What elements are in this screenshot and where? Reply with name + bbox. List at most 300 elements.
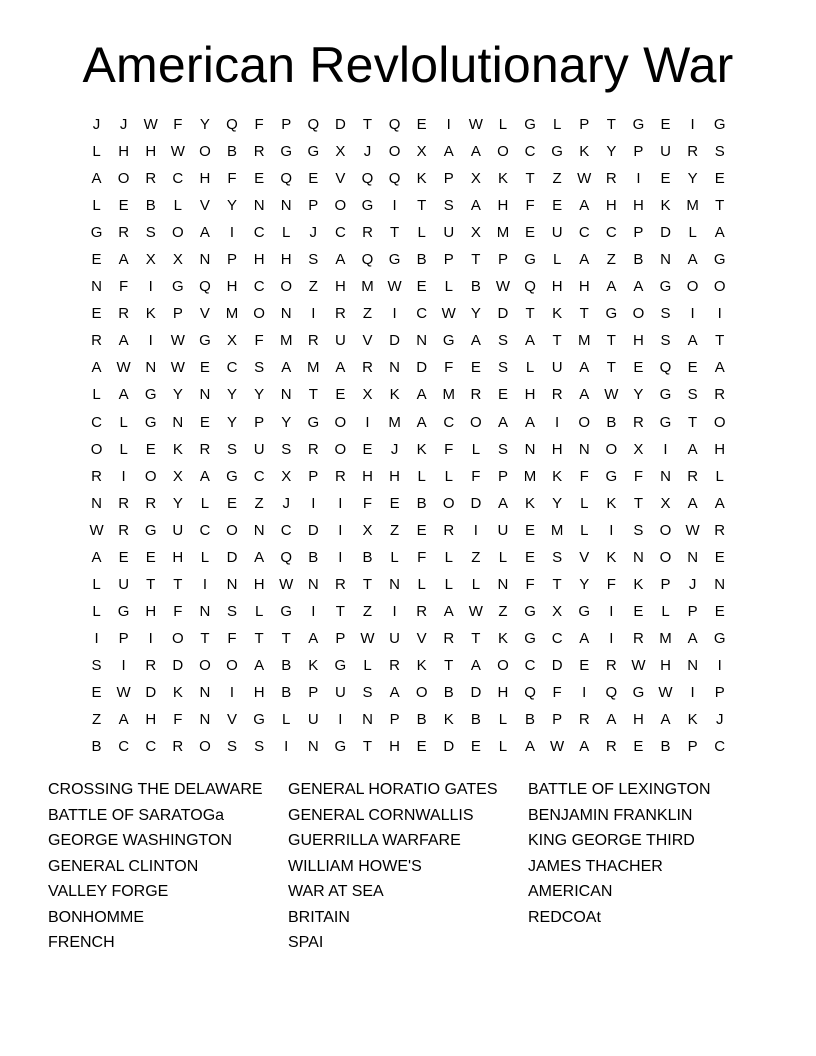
grid-letter: R — [416, 602, 428, 620]
grid-letter: A — [199, 224, 210, 242]
grid-letter: E — [714, 548, 725, 566]
grid-letter: X — [470, 170, 481, 188]
grid-letter: Y — [606, 143, 617, 161]
grid-letter: P — [308, 684, 319, 701]
grid-letter: T — [715, 197, 725, 215]
grid-letter: Y — [470, 305, 481, 323]
grid-letter: A — [470, 656, 481, 674]
grid-letter: L — [580, 494, 589, 512]
grid-letter: A — [470, 143, 481, 161]
grid-letter: N — [91, 278, 102, 296]
grid-letter: G — [361, 197, 374, 215]
grid-letter: G — [280, 143, 293, 161]
grid-letter: R — [470, 386, 482, 404]
grid-letter: O — [334, 197, 347, 215]
grid-letter: Y — [172, 494, 183, 512]
grid-letter: H — [633, 197, 644, 215]
grid-letter: O — [144, 467, 157, 485]
grid-letter: B — [91, 738, 102, 756]
grid-letter: S — [443, 197, 454, 215]
grid-letter: K — [660, 197, 671, 215]
word-list-item: BATTLE OF LEXINGTON — [528, 781, 711, 798]
grid-letter: I — [392, 197, 397, 215]
grid-letter: R — [362, 224, 373, 242]
grid-letter: E — [145, 440, 156, 458]
grid-letter: N — [199, 386, 211, 404]
grid-letter: C — [605, 224, 617, 242]
grid-letter: A — [497, 413, 508, 431]
grid-letter: G — [713, 629, 726, 647]
grid-letter: P — [281, 116, 292, 134]
grid-letter: A — [443, 143, 454, 161]
grid-letter: O — [334, 413, 347, 431]
grid-letter: R — [145, 656, 157, 674]
grid-letter: H — [172, 548, 184, 566]
grid-letter: N — [253, 521, 265, 539]
grid-letter: G — [226, 467, 238, 485]
grid-letter: Y — [579, 575, 590, 593]
grid-letter: M — [307, 359, 320, 377]
grid-letter: C — [253, 467, 265, 485]
grid-letter: U — [497, 521, 509, 539]
grid-letter: E — [470, 738, 481, 756]
grid-row — [83, 354, 733, 381]
grid-letter: L — [92, 143, 101, 161]
grid-letter: G — [632, 684, 645, 701]
grid-letter: O — [280, 278, 293, 296]
grid-letter: F — [227, 170, 237, 188]
grid-letter: R — [389, 656, 400, 674]
grid-letter: B — [633, 251, 644, 269]
grid-letter: W — [441, 305, 456, 323]
grid-letter: B — [308, 548, 319, 566]
grid-letter: E — [714, 602, 725, 620]
grid-letter: Z — [362, 602, 373, 620]
grid-letter: N — [524, 440, 536, 458]
grid-letter: G — [171, 278, 184, 296]
grid-letter: H — [660, 656, 671, 674]
grid-letter: N — [280, 305, 292, 323]
grid-letter: M — [225, 305, 239, 323]
grid-letter: U — [389, 629, 400, 647]
grid-letter: S — [281, 440, 292, 458]
grid-letter: O — [497, 143, 509, 161]
grid-letter: A — [579, 386, 590, 404]
grid-letter: K — [687, 711, 698, 729]
grid-letter: A — [525, 332, 536, 350]
grid-letter: O — [713, 413, 726, 431]
grid-letter: G — [632, 116, 645, 134]
grid-letter: I — [148, 332, 153, 350]
grid-letter: H — [253, 684, 265, 701]
grid-letter: O — [226, 521, 238, 539]
grid-row — [83, 381, 733, 408]
grid-letter: A — [579, 251, 590, 269]
grid-letter: H — [551, 440, 563, 458]
grid-letter: U — [118, 575, 130, 593]
grid-letter: G — [144, 413, 157, 431]
grid-letter: L — [525, 359, 535, 377]
grid-letter: F — [525, 575, 535, 593]
grid-letter: E — [91, 305, 102, 323]
grid-letter: U — [334, 684, 346, 701]
grid-letter: H — [362, 467, 373, 485]
grid-letter: Y — [172, 386, 183, 404]
grid-letter: T — [552, 575, 562, 593]
grid-letter: A — [254, 656, 265, 674]
grid-letter: D — [470, 684, 482, 701]
grid-letter: L — [92, 386, 101, 404]
grid-letter: N — [714, 575, 726, 593]
grid-letter: B — [227, 143, 238, 161]
grid-letter: G — [307, 143, 320, 161]
grid-letter: T — [335, 602, 345, 620]
grid-letter: G — [90, 224, 103, 242]
grid-letter: B — [145, 197, 156, 215]
grid-letter: N — [389, 575, 400, 593]
word-list-item: VALLEY FORGE — [48, 883, 169, 900]
grid-letter: C — [172, 170, 184, 188]
grid-letter: T — [633, 494, 643, 512]
grid-letter: A — [470, 197, 481, 215]
grid-letter: F — [173, 116, 183, 134]
grid-letter: W — [550, 738, 565, 756]
grid-letter: P — [118, 629, 129, 647]
grid-letter: C — [578, 224, 590, 242]
grid-letter: L — [92, 575, 101, 593]
grid-letter: F — [362, 494, 373, 512]
grid-letter: R — [118, 494, 130, 512]
grid-letter: F — [254, 116, 264, 134]
grid-letter: Q — [659, 359, 672, 377]
grid-letter: I — [311, 602, 316, 620]
grid-letter: A — [199, 467, 210, 485]
grid-letter: G — [524, 116, 536, 134]
grid-letter: T — [606, 332, 616, 350]
grid-letter: I — [338, 548, 343, 566]
grid-letter: E — [416, 116, 427, 134]
grid-letter: X — [552, 602, 563, 620]
grid-row — [83, 300, 733, 327]
grid-row — [83, 733, 733, 760]
grid-letter: W — [495, 278, 511, 296]
grid-letter: H — [497, 197, 509, 215]
grid-letter: E — [308, 170, 319, 188]
grid-letter: N — [687, 656, 699, 674]
grid-row — [83, 517, 733, 544]
grid-letter: Q — [199, 278, 211, 296]
grid-letter: C — [416, 305, 428, 323]
grid-letter: I — [555, 413, 560, 431]
grid-letter: M — [442, 386, 456, 404]
grid-letter: S — [227, 738, 238, 756]
grid-letter: I — [582, 684, 587, 701]
grid-letter: R — [334, 305, 346, 323]
grid-letter: T — [308, 386, 318, 404]
grid-letter: X — [633, 440, 644, 458]
grid-letter: H — [578, 278, 590, 296]
grid-letter: P — [633, 143, 644, 161]
grid-letter: T — [362, 575, 373, 593]
grid-letter: T — [525, 170, 535, 188]
grid-letter: D — [307, 521, 319, 539]
grid-letter: V — [199, 305, 210, 323]
grid-letter: K — [606, 548, 617, 566]
grid-letter: M — [577, 332, 591, 350]
grid-letter: Q — [388, 116, 401, 134]
grid-letter: Z — [362, 305, 373, 323]
grid-letter: C — [253, 224, 265, 242]
grid-letter: W — [468, 116, 483, 134]
grid-letter: C — [551, 629, 563, 647]
grid-letter: O — [117, 170, 130, 188]
grid-letter: E — [118, 548, 129, 566]
grid-letter: F — [552, 684, 562, 701]
grid-letter: Z — [91, 711, 102, 729]
grid-letter: I — [338, 494, 343, 512]
grid-letter: O — [415, 684, 428, 701]
grid-letter: O — [171, 224, 184, 242]
grid-letter: T — [688, 413, 698, 431]
grid-letter: N — [280, 197, 292, 215]
grid-letter: K — [172, 684, 183, 701]
grid-letter: K — [416, 440, 427, 458]
grid-letter: H — [524, 386, 536, 404]
grid-letter: T — [606, 359, 616, 377]
grid-letter: W — [143, 116, 158, 134]
grid-letter: G — [388, 251, 401, 269]
grid-letter: G — [334, 738, 347, 756]
grid-row — [83, 625, 733, 652]
grid-row — [83, 436, 733, 463]
grid-letter: L — [444, 278, 453, 296]
grid-letter: G — [442, 332, 455, 350]
grid-letter: A — [335, 251, 346, 269]
grid-letter: H — [633, 332, 644, 350]
grid-letter: U — [172, 521, 184, 539]
grid-letter: I — [636, 170, 641, 188]
grid-letter: H — [389, 738, 400, 756]
grid-letter: U — [253, 440, 265, 458]
grid-row — [83, 652, 733, 679]
grid-letter: Q — [280, 170, 293, 188]
grid-letter: E — [145, 548, 156, 566]
grid-letter: R — [551, 386, 563, 404]
grid-letter: Q — [361, 251, 374, 269]
grid-letter: S — [254, 359, 265, 377]
grid-letter: N — [199, 711, 211, 729]
grid-letter: T — [389, 224, 400, 242]
grid-letter: K — [606, 494, 617, 512]
grid-letter: O — [199, 143, 211, 161]
grid-letter: T — [552, 332, 562, 350]
grid-letter: E — [714, 170, 725, 188]
grid-letter: G — [144, 521, 157, 539]
grid-letter: B — [525, 711, 536, 729]
grid-letter: L — [688, 224, 697, 242]
grid-letter: O — [659, 548, 672, 566]
grid-letter: P — [633, 224, 644, 242]
grid-letter: G — [578, 602, 591, 620]
grid-letter: W — [170, 143, 185, 161]
grid-letter: O — [686, 278, 699, 296]
grid-letter: P — [443, 251, 454, 269]
grid-letter: I — [121, 656, 126, 674]
grid-letter: Z — [498, 602, 508, 620]
grid-letter: H — [253, 575, 265, 593]
grid-letter: E — [552, 197, 563, 215]
grid-letter: N — [226, 575, 238, 593]
grid-letter: L — [471, 440, 481, 458]
grid-letter: G — [144, 386, 157, 404]
grid-letter: Y — [227, 386, 238, 404]
grid-letter: R — [578, 711, 590, 729]
grid-letter: G — [117, 602, 130, 620]
grid-letter: I — [392, 305, 397, 323]
grid-row — [83, 490, 733, 517]
grid-letter: E — [525, 521, 536, 539]
grid-letter: E — [633, 359, 644, 377]
grid-letter: W — [116, 359, 131, 377]
grid-letter: H — [497, 684, 509, 701]
word-list-item: GEORGE WASHINGTON — [48, 832, 233, 849]
grid-letter: C — [91, 413, 102, 431]
grid-letter: D — [145, 684, 157, 701]
grid-letter: X — [172, 467, 183, 485]
grid-letter: X — [172, 251, 183, 269]
grid-letter: P — [389, 711, 400, 729]
word-column — [528, 777, 768, 956]
grid-letter: K — [172, 440, 183, 458]
grid-letter: A — [470, 332, 481, 350]
grid-letter: O — [442, 494, 455, 512]
grid-letter: R — [118, 224, 130, 242]
grid-letter: N — [307, 738, 319, 756]
grid-letter: N — [253, 197, 265, 215]
word-list-item: BENJAMIN FRANKLIN — [528, 806, 693, 824]
grid-row — [83, 273, 733, 300]
grid-letter: D — [660, 224, 671, 242]
grid-letter: W — [170, 359, 185, 377]
grid-letter: I — [609, 629, 614, 647]
grid-letter: I — [148, 278, 153, 296]
grid-letter: M — [279, 332, 293, 350]
grid-letter: O — [605, 440, 618, 458]
grid-letter: U — [551, 359, 563, 377]
grid-letter: W — [577, 170, 592, 188]
grid-letter: L — [498, 711, 508, 729]
grid-letter: L — [173, 197, 182, 215]
grid-letter: O — [713, 278, 726, 296]
grid-letter: R — [307, 440, 319, 458]
grid-letter: C — [443, 413, 455, 431]
grid-letter: E — [497, 386, 508, 404]
grid-letter: K — [579, 143, 590, 161]
grid-letter: K — [497, 170, 508, 188]
grid-letter: A — [118, 251, 129, 269]
grid-letter: T — [254, 629, 264, 647]
grid-letter: A — [335, 359, 346, 377]
grid-letter: Z — [308, 278, 318, 296]
grid-letter: Q — [307, 116, 320, 134]
grid-letter: R — [605, 656, 617, 674]
grid-letter: O — [253, 305, 265, 323]
grid-letter: K — [552, 467, 563, 485]
grid-letter: F — [579, 467, 589, 485]
grid-letter: B — [606, 413, 617, 431]
grid-letter: X — [227, 332, 238, 350]
grid-letter: G — [605, 467, 618, 485]
grid-letter: O — [632, 305, 645, 323]
grid-letter: P — [579, 116, 590, 134]
grid-letter: N — [362, 711, 373, 729]
grid-letter: O — [334, 440, 347, 458]
grid-row — [83, 571, 733, 598]
word-column — [288, 777, 528, 956]
grid-row — [83, 327, 733, 354]
grid-row — [83, 706, 733, 733]
grid-letter: G — [280, 602, 293, 620]
grid-letter: D — [226, 548, 238, 566]
grid-letter: H — [334, 278, 346, 296]
grid-letter: C — [524, 143, 536, 161]
grid-letter: G — [199, 332, 211, 350]
grid-letter: E — [525, 224, 536, 242]
grid-letter: P — [254, 413, 265, 431]
grid-letter: K — [308, 656, 319, 674]
grid-letter: H — [605, 197, 617, 215]
grid-letter: P — [687, 738, 698, 756]
grid-letter: W — [604, 386, 619, 404]
grid-letter: F — [173, 711, 183, 729]
grid-letter: W — [658, 684, 673, 701]
grid-row — [83, 463, 733, 490]
grid-letter: M — [686, 197, 699, 215]
grid-letter: N — [307, 575, 319, 593]
grid-letter: M — [659, 629, 672, 647]
grid-letter: R — [307, 332, 319, 350]
grid-letter: K — [145, 305, 156, 323]
grid-letter: S — [497, 332, 508, 350]
grid-letter: R — [118, 305, 130, 323]
grid-letter: L — [92, 602, 101, 620]
grid-letter: I — [717, 305, 722, 323]
grid-letter: R — [605, 738, 617, 756]
grid-letter: P — [660, 575, 671, 593]
grid-letter: J — [309, 224, 318, 242]
grid-letter: E — [227, 494, 238, 512]
grid-letter: A — [579, 629, 590, 647]
grid-letter: A — [118, 711, 129, 729]
grid-letter: H — [145, 711, 157, 729]
grid-letter: I — [338, 711, 343, 729]
grid-letter: N — [660, 467, 671, 485]
grid-letter: R — [172, 738, 184, 756]
grid-letter: H — [389, 467, 400, 485]
grid-letter: E — [579, 656, 590, 674]
grid-letter: Y — [633, 386, 644, 404]
grid-letter: L — [498, 738, 508, 756]
grid-letter: A — [91, 548, 102, 566]
grid-letter: L — [661, 602, 670, 620]
grid-letter: E — [525, 548, 536, 566]
grid-letter: S — [714, 143, 725, 161]
grid-letter: T — [525, 305, 535, 323]
grid-letter: A — [254, 548, 265, 566]
grid-letter: A — [389, 684, 400, 701]
grid-letter: G — [713, 251, 726, 269]
grid-letter: S — [227, 602, 238, 620]
